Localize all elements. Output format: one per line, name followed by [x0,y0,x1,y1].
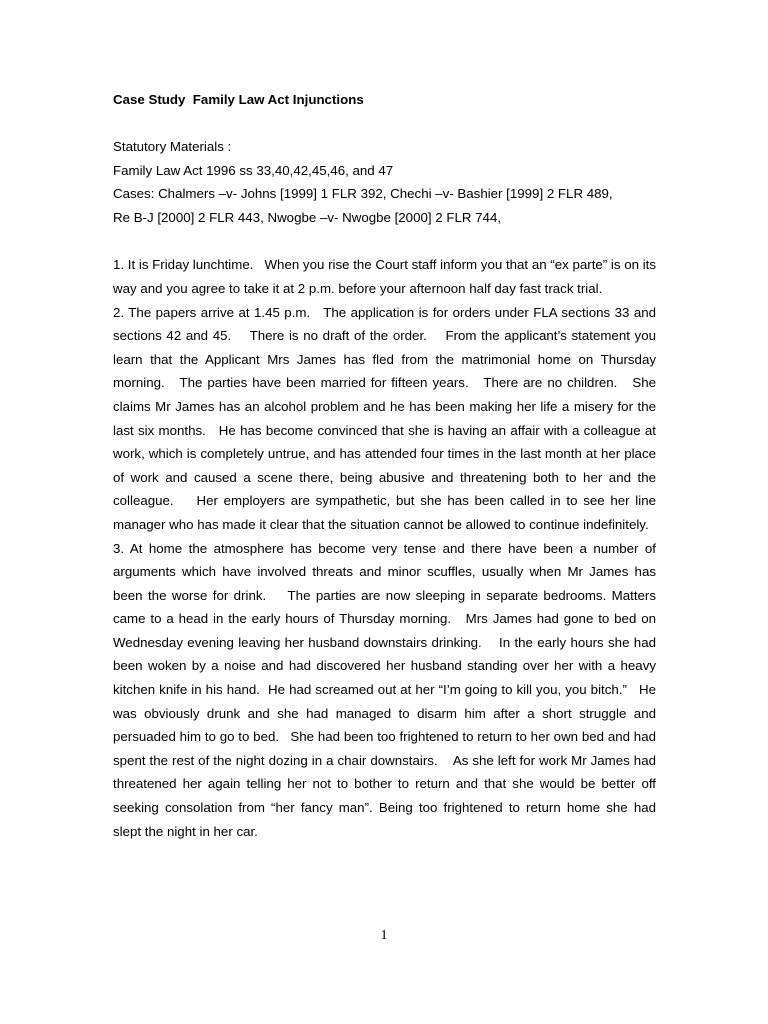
statutory-materials-heading: Statutory Materials : [113,139,232,154]
paragraph-3: 3. At home the atmosphere has become very tense and there have been a number of arguments which have involved threats and minor scuffles, usually when Mr James has been the worse for drink. The parties are now sleeping in separate bedrooms. Matters came to a head in the early hours of Thursday morning. Mrs James had gone to bed on Wednesday evening leaving her husband downstairs drinking. In the early hours she had been woken by a noise and had discovered her husband standing over her with a heavy kitchen knife in his hand. He had screamed out at her “I’m going to kill you, you bitch.” He was obviously drunk and she had managed to disarm him after a short struggle and persuaded him to go to bed. She had been too frightened to return to her own bed and had spent the rest of the night dozing in a chair downstairs. As she left for work Mr James had threatened her again telling her not to bother to return and that she would be better off seeking consolation from “her fancy man”. Being too frightened to return home she had slept the night in her car. [113,540,660,839]
document-title: Case Study Family Law Act Injunctions [113,92,364,107]
statute-reference: Family Law Act 1996 ss 33,40,42,45,46, and 47 [113,162,394,178]
paragraph-1: 1. It is Friday lunchtime. When you rise the Court staff inform you that an “ex parte” is on its way and you agree to take it at 2 p.m. before your afternoon half day fast track trial. [113,257,660,296]
statutory-materials-block [113,135,656,229]
cases-line-2: Re B-J [2000] 2 FLR 443, Nwogbe –v- Nwogbe [2000] 2 FLR 744, [113,209,502,225]
document-body [113,88,660,843]
paragraph-2: 2. The papers arrive at 1.45 p.m. The application is for orders under FLA sections 33 and sections 42 and 45. There is no draft of the order. From the applicant’s statement you learn that the Applicant Mrs James has fled from the matrimonial home on Thursday morning. The parties have been married for fifteen years. There are no children. She claims Mr James has an alcohol problem and he has been making her life a misery for the last six months. He has become convinced that she is having an affair with a colleague at work, which is completely untrue, and has attended four times in the last month at her place of work and caused a scene there, being abusive and threatening both to her and the colleague. Her employers are sympathetic, but she has been called in to see her line manager who has made it clear that the situation cannot be allowed to continue indefinitely. [113,304,660,532]
cases-line-1: Cases: Chalmers –v- Johns [1999] 1 FLR 392, Chechi –v- Bashier [1999] 2 FLR 489, [113,186,613,202]
page-number: 1 [380,928,388,943]
